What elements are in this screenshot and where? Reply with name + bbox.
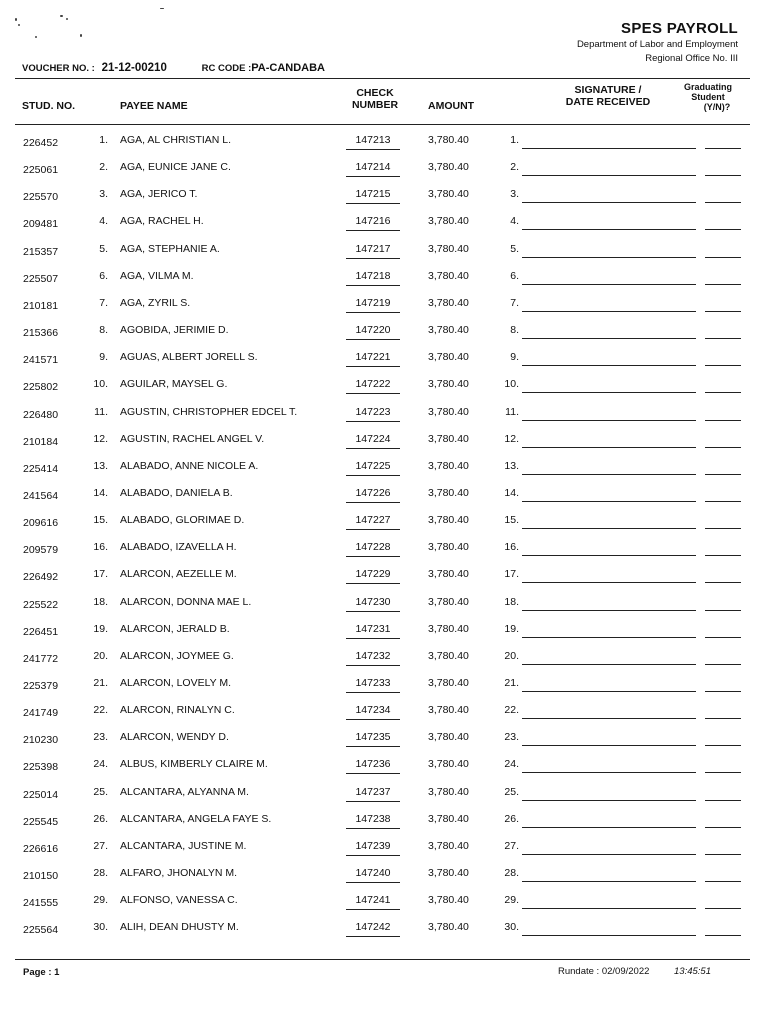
graduating-answer-line[interactable] (705, 447, 741, 448)
signature-line[interactable] (522, 827, 696, 828)
rc-code-value: PA-CANDABA (251, 62, 325, 74)
amount-cell: 3,780.40 (428, 242, 469, 255)
check-number-cell: 147231 (346, 623, 400, 639)
payee-name-cell: ALABADO, GLORIMAE D. (120, 514, 245, 527)
stud-no-cell: 226492 (23, 571, 59, 584)
amount-cell: 3,780.40 (428, 514, 469, 527)
row-number-cell: 30. (93, 921, 108, 934)
graduating-answer-line[interactable] (705, 528, 741, 529)
signature-number-cell: 14. (504, 486, 519, 499)
table-row (0, 837, 768, 864)
graduating-answer-line[interactable] (705, 691, 741, 692)
signature-number-cell: 29. (504, 894, 519, 907)
signature-number-cell: 4. (510, 215, 519, 228)
table-row (0, 484, 768, 511)
signature-line[interactable] (522, 528, 696, 529)
signature-line[interactable] (522, 664, 696, 665)
check-number-cell: 147242 (346, 921, 400, 937)
graduating-answer-line[interactable] (705, 555, 741, 556)
table-row (0, 810, 768, 837)
table-row (0, 240, 768, 267)
graduating-answer-line[interactable] (705, 202, 741, 203)
graduating-answer-line[interactable] (705, 582, 741, 583)
voucher-number: 21-12-00210 (101, 62, 167, 74)
row-number-cell: 5. (99, 242, 108, 255)
payee-name-cell: ALCANTARA, JUSTINE M. (120, 839, 247, 852)
payee-name-cell: AGOBIDA, JERIMIE D. (120, 324, 229, 337)
signature-line[interactable] (522, 392, 696, 393)
check-number-cell: 147240 (346, 867, 400, 883)
payee-name-cell: AGA, RACHEL H. (120, 215, 204, 228)
stud-no-cell: 225398 (23, 761, 59, 774)
signature-line[interactable] (522, 772, 696, 773)
signature-line[interactable] (522, 908, 696, 909)
graduating-answer-line[interactable] (705, 664, 741, 665)
table-row (0, 375, 768, 402)
rc-code-label: RC CODE : (201, 63, 252, 74)
row-number-cell: 26. (93, 812, 108, 825)
stud-no-cell: 225379 (23, 680, 59, 692)
signature-line[interactable] (522, 745, 696, 746)
table-row (0, 403, 768, 430)
row-number-cell: 19. (93, 622, 108, 635)
table-row (0, 864, 768, 891)
stud-no-cell: 241571 (23, 354, 59, 367)
amount-cell: 3,780.40 (428, 758, 469, 771)
rundate: Rundate : 02/09/2022 (558, 966, 650, 977)
payee-name-cell: ALARCON, JOYMEE G. (120, 649, 234, 662)
amount-cell: 3,780.40 (428, 894, 469, 907)
check-number-cell: 147239 (346, 840, 400, 856)
table-row (0, 267, 768, 294)
row-number-cell: 23. (93, 731, 108, 744)
row-number-cell: 16. (93, 541, 108, 554)
signature-line[interactable] (522, 935, 696, 936)
payee-name-cell: ALIH, DEAN DHUSTY M. (120, 921, 239, 934)
signature-line[interactable] (522, 420, 696, 421)
signature-number-cell: 19. (504, 622, 519, 635)
table-row (0, 294, 768, 321)
stud-no-cell: 241749 (23, 707, 59, 720)
graduating-answer-line[interactable] (705, 800, 741, 801)
payee-name-cell: ALFONSO, VANESSA C. (120, 894, 238, 907)
graduating-answer-line[interactable] (705, 908, 741, 909)
header-divider-bottom (15, 124, 750, 125)
signature-line[interactable] (522, 800, 696, 801)
payee-name-cell: ALARCON, WENDY D. (120, 731, 229, 744)
table-row (0, 918, 768, 945)
signature-number-cell: 21. (504, 677, 519, 689)
table-row (0, 620, 768, 647)
table-row (0, 755, 768, 782)
check-number-cell: 147213 (346, 134, 400, 150)
amount-cell: 3,780.40 (428, 812, 469, 825)
graduating-answer-line[interactable] (705, 420, 741, 421)
amount-cell: 3,780.40 (428, 568, 469, 581)
payee-name-cell: ALBUS, KIMBERLY CLAIRE M. (120, 758, 268, 771)
column-header-graduating-line3: (Y/N)? (703, 102, 731, 112)
amount-cell: 3,780.40 (428, 595, 469, 608)
payee-name-cell: AGA, JERICO T. (120, 188, 198, 201)
row-number-cell: 22. (93, 704, 108, 717)
column-header-signature (548, 84, 668, 108)
signature-number-cell: 18. (504, 595, 519, 608)
signature-number-cell: 2. (510, 161, 519, 174)
signature-number-cell: 23. (504, 731, 519, 744)
amount-cell: 3,780.40 (428, 378, 469, 391)
signature-number-cell: 3. (510, 188, 519, 201)
signature-number-cell: 13. (504, 459, 519, 472)
graduating-answer-line[interactable] (705, 610, 741, 611)
check-number-cell: 147233 (346, 677, 400, 693)
table-row (0, 457, 768, 484)
graduating-answer-line[interactable] (705, 935, 741, 936)
graduating-answer-line[interactable] (705, 392, 741, 393)
graduating-answer-line[interactable] (705, 881, 741, 882)
department-name: Department of Labor and Employment (576, 39, 738, 50)
signature-line[interactable] (522, 582, 696, 583)
signature-number-cell: 1. (510, 134, 519, 146)
payee-name-cell: AGUSTIN, CHRISTOPHER EDCEL T. (120, 405, 298, 418)
amount-cell: 3,780.40 (428, 351, 469, 364)
stud-no-cell: 241772 (23, 652, 59, 665)
column-header-graduating-line2: Student (691, 92, 725, 102)
document-header (577, 20, 738, 64)
payee-name-cell: ALCANTARA, ANGELA FAYE S. (120, 812, 272, 825)
signature-number-cell: 8. (510, 324, 519, 337)
graduating-answer-line[interactable] (705, 718, 741, 719)
row-number-cell: 28. (93, 867, 108, 880)
office-name: Regional Office No. III (645, 53, 738, 64)
signature-line[interactable] (522, 338, 696, 339)
table-row (0, 565, 768, 592)
signature-line[interactable] (522, 365, 696, 366)
check-number-cell: 147224 (346, 433, 400, 449)
row-number-cell: 1. (99, 134, 108, 146)
amount-cell: 3,780.40 (428, 541, 469, 554)
amount-cell: 3,780.40 (428, 296, 469, 309)
signature-line[interactable] (522, 881, 696, 882)
signature-line[interactable] (522, 691, 696, 692)
signature-line[interactable] (522, 311, 696, 312)
table-row (0, 348, 768, 375)
check-number-cell: 147218 (346, 270, 400, 286)
table-row (0, 647, 768, 674)
check-number-cell: 147236 (346, 758, 400, 774)
graduating-answer-line[interactable] (705, 365, 741, 366)
row-number-cell: 17. (93, 568, 108, 581)
stud-no-cell: 226452 (23, 137, 59, 149)
signature-line[interactable] (522, 284, 696, 285)
amount-cell: 3,780.40 (428, 622, 469, 635)
stud-no-cell: 209579 (23, 544, 59, 557)
graduating-answer-line[interactable] (705, 854, 741, 855)
amount-cell: 3,780.40 (428, 188, 469, 201)
payee-name-cell: AGA, STEPHANIE A. (120, 242, 220, 255)
table-row (0, 212, 768, 239)
signature-number-cell: 17. (504, 568, 519, 581)
payee-name-cell: AGUSTIN, RACHEL ANGEL V. (120, 432, 265, 445)
table-row (0, 538, 768, 565)
payee-name-cell: AGUAS, ALBERT JORELL S. (120, 351, 258, 364)
row-number-cell: 12. (93, 432, 108, 445)
signature-number-cell: 10. (504, 378, 519, 391)
table-row (0, 511, 768, 538)
graduating-answer-line[interactable] (705, 229, 741, 230)
amount-cell: 3,780.40 (428, 432, 469, 445)
stud-no-cell: 225014 (23, 788, 59, 801)
stud-no-cell: 225564 (23, 924, 59, 937)
signature-number-cell: 25. (504, 785, 519, 798)
row-number-cell: 24. (93, 758, 108, 771)
graduating-answer-line[interactable] (705, 338, 741, 339)
row-number-cell: 18. (93, 595, 108, 608)
table-row (0, 321, 768, 348)
amount-cell: 3,780.40 (428, 459, 469, 472)
voucher-label: VOUCHER NO. : (22, 63, 95, 74)
amount-cell: 3,780.40 (428, 134, 469, 146)
page-number: Page : 1 (23, 967, 60, 978)
signature-number-cell: 15. (504, 514, 519, 527)
payee-name-cell: ALARCON, LOVELY M. (120, 677, 232, 689)
column-header-signature-line1: SIGNATURE / (574, 84, 642, 96)
graduating-answer-line[interactable] (705, 175, 741, 176)
graduating-answer-line[interactable] (705, 257, 741, 258)
payee-name-cell: AGA, ZYRIL S. (120, 296, 191, 309)
column-header-check-line2: NUMBER (351, 99, 399, 111)
amount-cell: 3,780.40 (428, 785, 469, 798)
signature-number-cell: 7. (510, 296, 519, 309)
signature-line[interactable] (522, 447, 696, 448)
signature-number-cell: 24. (504, 758, 519, 771)
column-header-check-line1: CHECK (356, 87, 394, 99)
row-number-cell: 27. (93, 839, 108, 852)
row-number-cell: 3. (99, 188, 108, 201)
amount-cell: 3,780.40 (428, 867, 469, 880)
signature-number-cell: 28. (504, 867, 519, 880)
payee-name-cell: AGA, EUNICE JANE C. (120, 161, 231, 174)
check-number-cell: 147214 (346, 161, 400, 177)
payee-name-cell: ALARCON, DONNA MAE L. (120, 595, 252, 608)
graduating-answer-line[interactable] (705, 284, 741, 285)
check-number-cell: 147228 (346, 541, 400, 557)
row-number-cell: 6. (99, 269, 108, 282)
stud-no-cell: 225507 (23, 272, 59, 285)
signature-number-cell: 16. (504, 541, 519, 554)
check-number-cell: 147230 (346, 596, 400, 612)
signature-number-cell: 11. (505, 405, 519, 418)
payee-name-cell: AGA, VILMA M. (120, 269, 194, 282)
table-row (0, 728, 768, 755)
check-number-cell: 147229 (346, 568, 400, 584)
amount-cell: 3,780.40 (428, 649, 469, 662)
table-row (0, 674, 768, 701)
signature-number-cell: 20. (504, 649, 519, 662)
payee-name-cell: ALABADO, DANIELA B. (120, 486, 233, 499)
stud-no-cell: 226451 (23, 625, 59, 638)
check-number-cell: 147216 (346, 215, 400, 231)
stud-no-cell: 226616 (23, 842, 59, 855)
graduating-answer-line[interactable] (705, 637, 741, 638)
signature-line[interactable] (522, 610, 696, 611)
row-number-cell: 8. (99, 324, 108, 337)
signature-number-cell: 12. (504, 432, 519, 445)
signature-number-cell: 6. (510, 269, 519, 282)
stud-no-cell: 241555 (23, 897, 59, 910)
signature-line[interactable] (522, 257, 696, 258)
check-number-cell: 147223 (346, 406, 400, 422)
check-number-cell: 147226 (346, 487, 400, 503)
signature-number-cell: 22. (504, 704, 519, 717)
amount-cell: 3,780.40 (428, 839, 469, 852)
signature-line[interactable] (522, 718, 696, 719)
stud-no-cell: 210181 (23, 299, 59, 312)
signature-number-cell: 27. (504, 839, 519, 852)
column-header-signature-line2: DATE RECEIVED (565, 96, 651, 108)
payee-name-cell: AGA, AL CHRISTIAN L. (120, 134, 232, 146)
table-row (0, 891, 768, 918)
signature-number-cell: 30. (504, 921, 519, 934)
stud-no-cell: 210230 (23, 734, 59, 747)
stud-no-cell: 225522 (23, 598, 59, 611)
column-header-check-number (340, 87, 410, 111)
check-number-cell: 147221 (346, 351, 400, 367)
column-header-amount: AMOUNT (428, 100, 475, 112)
signature-number-cell: 9. (510, 351, 519, 364)
graduating-answer-line[interactable] (705, 474, 741, 475)
row-number-cell: 4. (99, 215, 108, 228)
stud-no-cell: 225545 (23, 815, 59, 828)
payee-name-cell: ALARCON, JERALD B. (120, 622, 230, 635)
check-number-cell: 147215 (346, 188, 400, 204)
table-row (0, 430, 768, 457)
row-number-cell: 14. (93, 486, 108, 499)
check-number-cell: 147238 (346, 813, 400, 829)
stud-no-cell: 210184 (23, 435, 59, 448)
check-number-cell: 147227 (346, 514, 400, 530)
signature-line[interactable] (522, 501, 696, 502)
row-number-cell: 25. (93, 785, 108, 798)
row-number-cell: 7. (99, 296, 108, 309)
row-number-cell: 11. (94, 405, 108, 418)
signature-line[interactable] (522, 229, 696, 230)
payee-name-cell: AGUILAR, MAYSEL G. (120, 378, 228, 391)
stud-no-cell: 225414 (23, 462, 59, 475)
amount-cell: 3,780.40 (428, 921, 469, 934)
check-number-cell: 147217 (346, 243, 400, 259)
amount-cell: 3,780.40 (428, 677, 469, 689)
graduating-answer-line[interactable] (705, 772, 741, 773)
payee-name-cell: ALABADO, IZAVELLA H. (120, 541, 237, 554)
row-number-cell: 13. (93, 459, 108, 472)
check-number-cell: 147219 (346, 297, 400, 313)
stud-no-cell: 215357 (23, 245, 59, 258)
row-number-cell: 2. (99, 161, 108, 174)
amount-cell: 3,780.40 (428, 324, 469, 337)
stud-no-cell: 226480 (23, 408, 59, 421)
payee-name-cell: ALARCON, AEZELLE M. (120, 568, 237, 581)
stud-no-cell: 209481 (23, 218, 59, 231)
payee-name-cell: ALFARO, JHONALYN M. (120, 867, 238, 880)
stud-no-cell: 215366 (23, 327, 59, 340)
signature-line[interactable] (522, 637, 696, 638)
graduating-answer-line[interactable] (705, 501, 741, 502)
table-row (0, 158, 768, 185)
payee-name-cell: ALARCON, RINALYN C. (120, 704, 235, 717)
voucher-line (22, 62, 325, 74)
amount-cell: 3,780.40 (428, 269, 469, 282)
stud-no-cell: 209616 (23, 517, 59, 530)
column-header-graduating-line1: Graduating (683, 82, 732, 92)
amount-cell: 3,780.40 (428, 215, 469, 228)
signature-line[interactable] (522, 202, 696, 203)
amount-cell: 3,780.40 (428, 731, 469, 744)
stud-no-cell: 210150 (23, 870, 59, 883)
payee-name-cell: ALCANTARA, ALYANNA M. (120, 785, 249, 798)
check-number-cell: 147222 (346, 378, 400, 394)
table-row (0, 701, 768, 728)
graduating-answer-line[interactable] (705, 827, 741, 828)
check-number-cell: 147237 (346, 786, 400, 802)
graduating-answer-line[interactable] (705, 745, 741, 746)
check-number-cell: 147235 (346, 731, 400, 747)
check-number-cell: 147232 (346, 650, 400, 666)
check-number-cell: 147241 (346, 894, 400, 910)
signature-line[interactable] (522, 555, 696, 556)
stud-no-cell: 241564 (23, 489, 59, 502)
stud-no-cell: 225570 (23, 191, 59, 204)
table-row (0, 593, 768, 620)
column-header-stud-no: STUD. NO. (22, 100, 76, 112)
graduating-answer-line[interactable] (705, 148, 741, 149)
stud-no-cell: 225061 (23, 164, 59, 177)
check-number-cell: 147220 (346, 324, 400, 340)
signature-line[interactable] (522, 148, 696, 149)
signature-number-cell: 5. (510, 242, 519, 255)
check-number-cell: 147225 (346, 460, 400, 476)
graduating-answer-line[interactable] (705, 311, 741, 312)
table-row (0, 185, 768, 212)
amount-cell: 3,780.40 (428, 405, 469, 418)
document-title: SPES PAYROLL (621, 20, 738, 37)
amount-cell: 3,780.40 (428, 486, 469, 499)
table-row (0, 783, 768, 810)
table-row (0, 131, 768, 158)
signature-line[interactable] (522, 175, 696, 176)
header-divider-top (15, 78, 750, 79)
row-number-cell: 21. (93, 677, 108, 689)
signature-line[interactable] (522, 474, 696, 475)
signature-line[interactable] (522, 854, 696, 855)
column-header-payee-name: PAYEE NAME (120, 100, 188, 112)
run-time: 13:45:51 (674, 966, 711, 977)
row-number-cell: 15. (93, 514, 108, 527)
amount-cell: 3,780.40 (428, 161, 469, 174)
row-number-cell: 10. (93, 378, 108, 391)
stud-no-cell: 225802 (23, 381, 59, 394)
footer-divider (15, 959, 750, 960)
check-number-cell: 147234 (346, 704, 400, 720)
row-number-cell: 29. (93, 894, 108, 907)
payee-name-cell: ALABADO, ANNE NICOLE A. (120, 459, 259, 472)
signature-number-cell: 26. (504, 812, 519, 825)
amount-cell: 3,780.40 (428, 704, 469, 717)
column-header-graduating (676, 82, 740, 112)
row-number-cell: 20. (93, 649, 108, 662)
row-number-cell: 9. (99, 351, 108, 364)
